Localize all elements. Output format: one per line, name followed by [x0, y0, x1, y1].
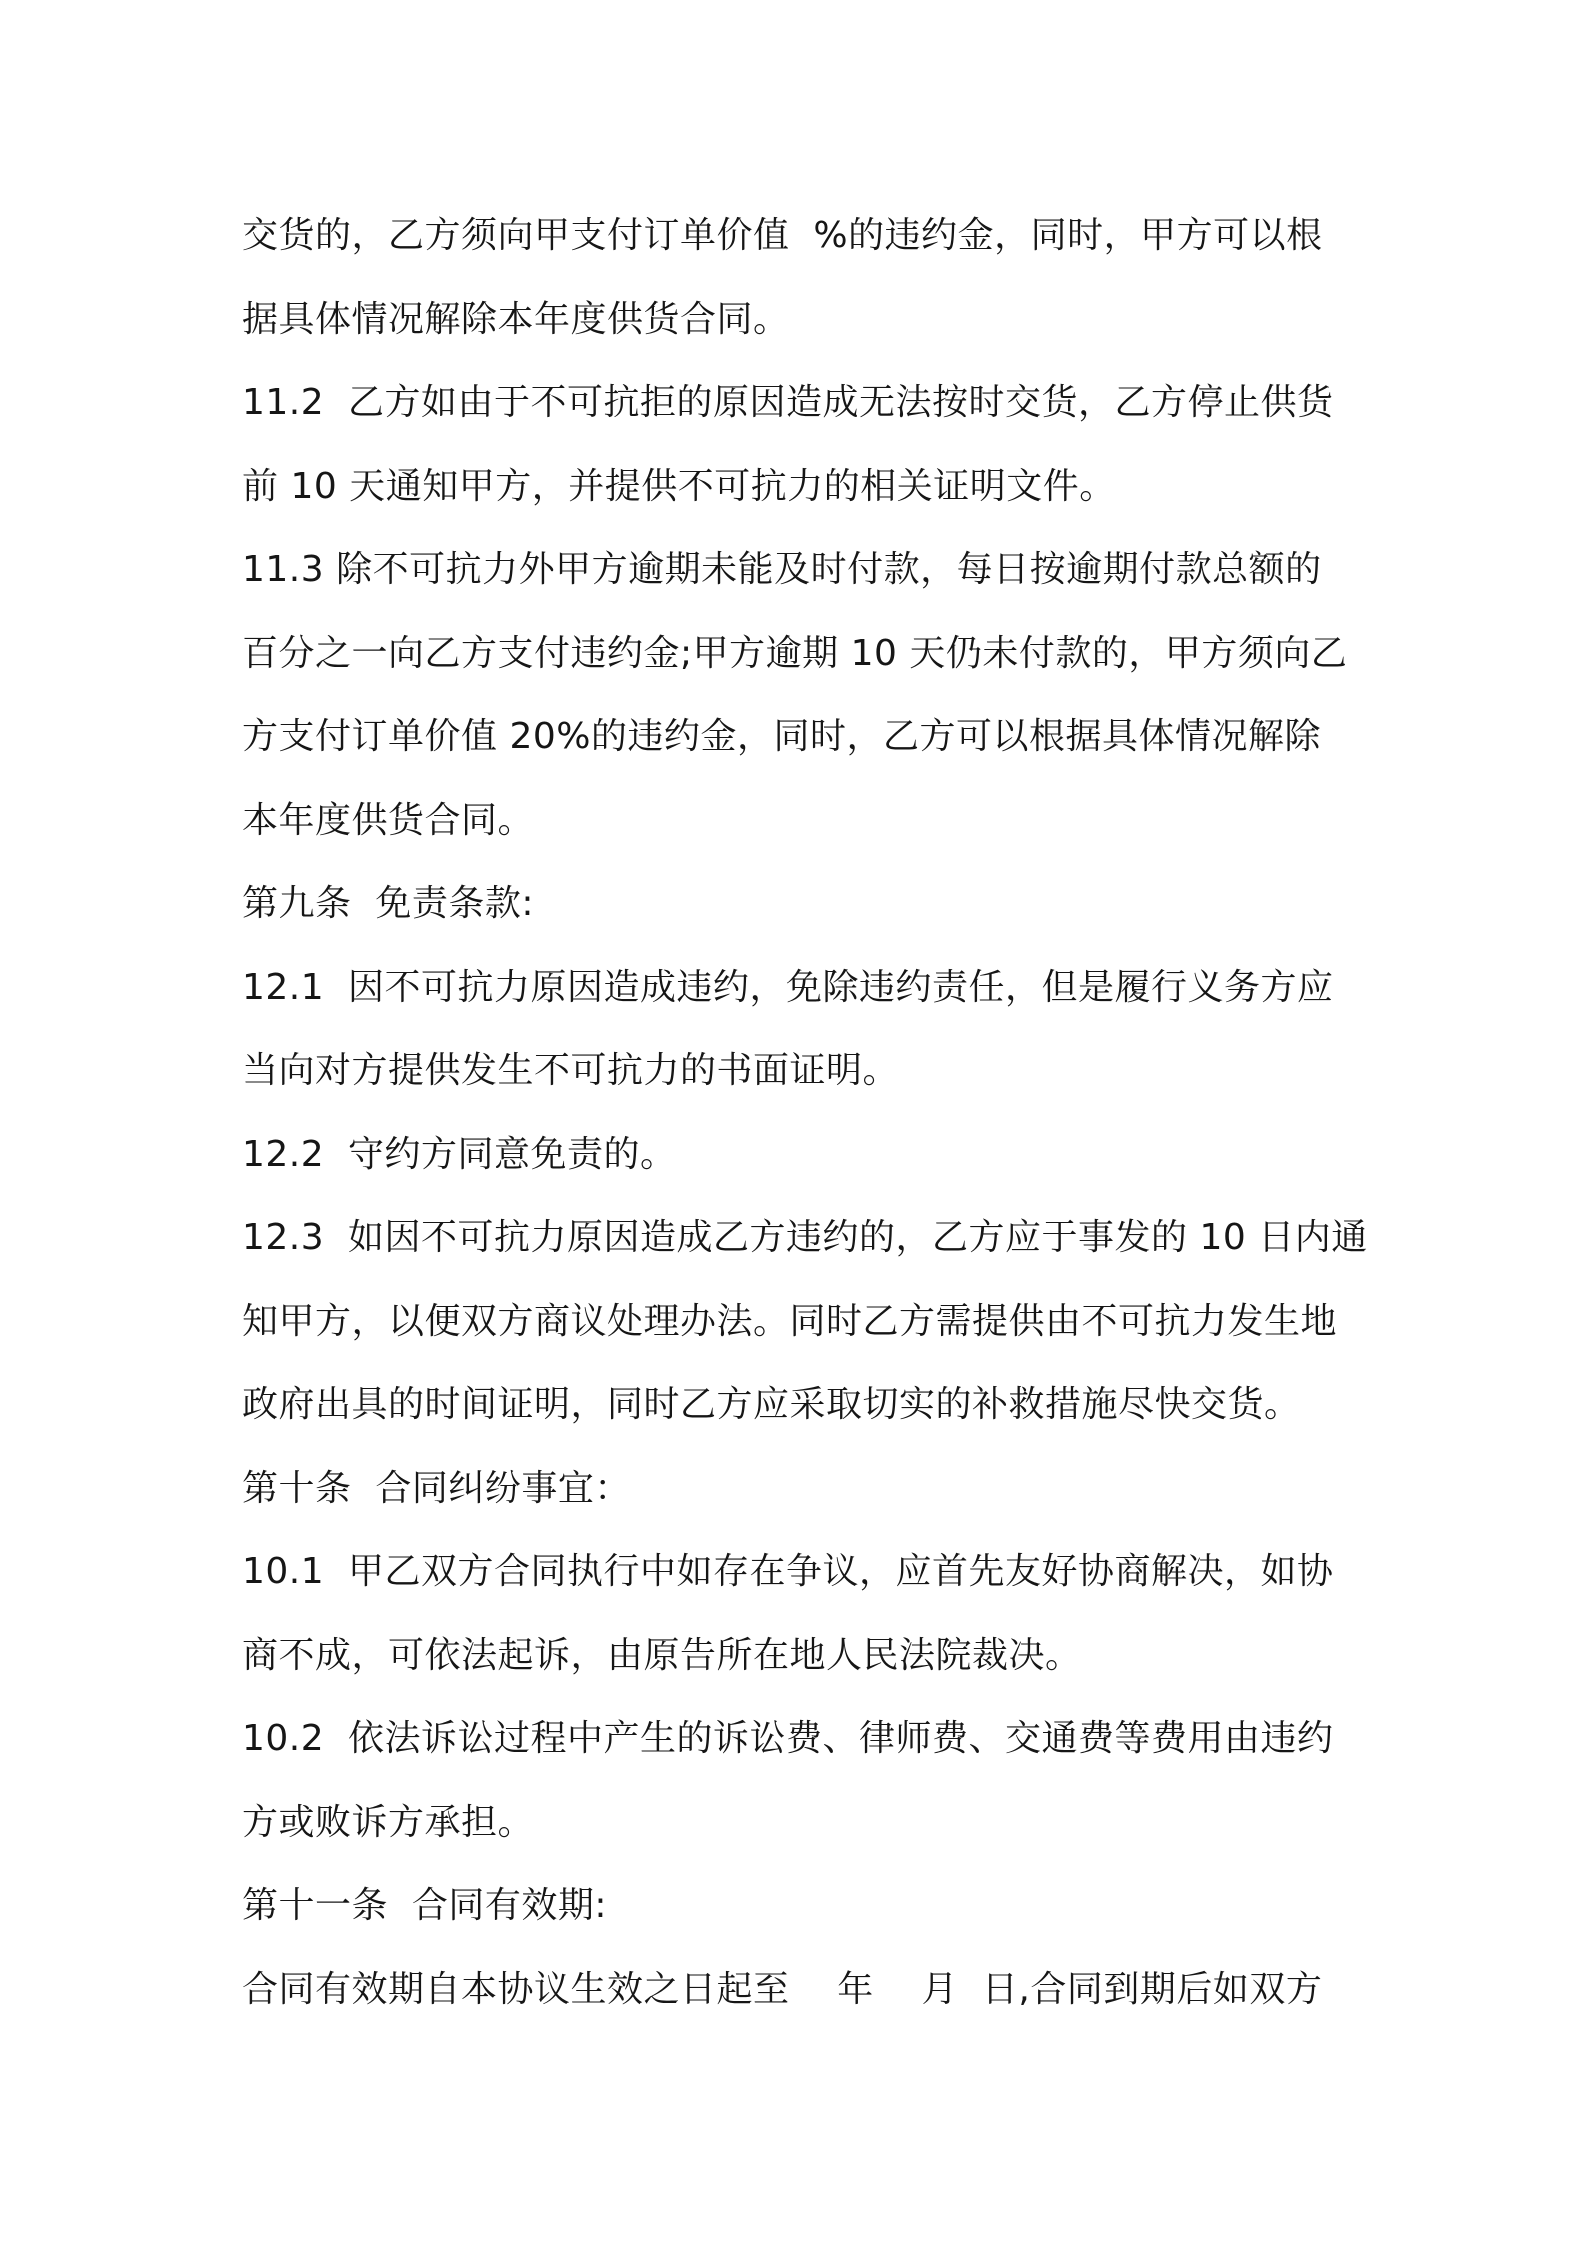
- clause-12-2: 12.2 守约方同意免责的。: [242, 1133, 677, 1175]
- clause-11-2: 11.2 乙方如由于不可抗拒的原因造成无法按时交货，乙方停止供货: [242, 382, 1334, 423]
- text-line: 百分之一向乙方支付违约金;甲方逾期 10 天仍未付款的，甲方须向乙: [242, 632, 1348, 674]
- section-heading-11: 第十一条 合同有效期:: [242, 1885, 608, 1926]
- clause-10-2: 10.2 依法诉讼过程中产生的诉讼费、律师费、交通费等费用由违约: [242, 1718, 1334, 1759]
- text-line: 政府出具的时间证明，同时乙方应采取切实的补救措施尽快交货。: [242, 1384, 1301, 1425]
- text-line: 本年度供货合同。: [242, 799, 535, 841]
- section-heading-9: 第九条 免责条款:: [242, 883, 535, 924]
- clause-11-3: 11.3 除不可抗力外甲方逾期未能及时付款，每日按逾期付款总额的: [242, 549, 1322, 590]
- section-heading-10: 第十条 合同纠纷事宜：: [242, 1467, 631, 1509]
- contract-body-text: [242, 194, 1368, 2031]
- text-line: 知甲方，以便双方商议处理办法。同时乙方需提供由不可抗力发生地: [242, 1300, 1338, 1342]
- text-line: 方或败诉方承担。: [242, 1801, 535, 1843]
- clause-12-3: 12.3 如因不可抗力原因造成乙方违约的，乙方应于事发的 10 日内通: [242, 1217, 1368, 1258]
- text-line: 合同有效期自本协议生效之日起至 年 月 日,合同到期后如双方: [242, 1968, 1323, 2010]
- clause-10-1: 10.1 甲乙双方合同执行中如存在争议，应首先友好协商解决，如协: [242, 1551, 1334, 1592]
- text-line: 据具体情况解除本年度供货合同。: [242, 298, 790, 340]
- text-line: 当向对方提供发生不可抗力的书面证明。: [242, 1050, 900, 1091]
- text-line: 交货的，乙方须向甲支付订单价值 %的违约金，同时，甲方可以根: [242, 215, 1323, 256]
- text-line: 商不成，可依法起诉，由原告所在地人民法院裁决。: [242, 1634, 1082, 1676]
- text-line: 前 10 天通知甲方，并提供不可抗力的相关证明文件。: [242, 465, 1116, 507]
- clause-12-1: 12.1 因不可抗力原因造成违约，免除违约责任，但是履行义务方应: [242, 966, 1334, 1008]
- text-line: 方支付订单价值 20%的违约金，同时，乙方可以根据具体情况解除: [242, 716, 1321, 757]
